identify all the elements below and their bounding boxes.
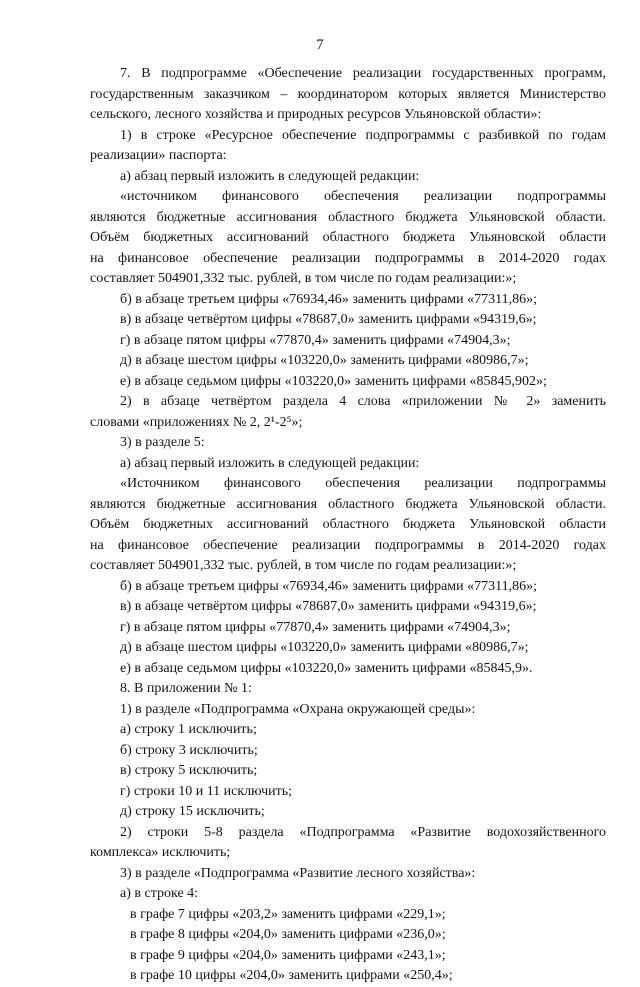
text-line: 1) в строке «Ресурсное обеспечение подпрограммы с разбивкой по годам — [120, 127, 606, 143]
text-line: Объём бюджетных ассигнований областного бюджета Ульяновской области — [90, 230, 606, 245]
text-line: «источником финансового обеспечения реализации подпрограммы — [120, 189, 606, 204]
text-line: д) строку 15 исключить; — [120, 804, 265, 819]
text-line: в) в абзаце четвёртом цифры «78687,0» заменить цифрами «94319,6»; — [120, 599, 537, 614]
text-line: е) в абзаце седьмом цифры «103220,0» заменить цифрами «85845,9». — [120, 660, 533, 676]
text-line: д) в абзаце шестом цифры «103220,0» заменить цифрами «80986,7»; — [120, 353, 529, 368]
text-line: на финансовое обеспечение реализации подпрограммы в 2014-2020 годах — [90, 537, 606, 553]
text-line: а) абзац первый изложить в следующей редакции: — [120, 168, 420, 184]
text-line: являются бюджетные ассигнования областного бюджета Ульяновской области. — [90, 209, 606, 225]
text-line: в) строку 5 исключить; — [120, 763, 258, 778]
text-line: комплекса» исключить; — [90, 845, 231, 860]
text-line: г) строки 10 и 11 исключить; — [120, 783, 293, 799]
text-line: словами «приложениях № 2, 2¹-2⁵»; — [90, 414, 303, 430]
text-line: б) в абзаце третьем цифры «76934,46» заменить цифрами «77311,86»; — [120, 291, 538, 307]
text-line: г) в абзаце пятом цифры «77870,4» заменить цифрами «74904,3»; — [120, 619, 511, 635]
text-line: а) абзац первый изложить в следующей редакции: — [120, 455, 420, 471]
text-line: составляет 504901,332 тыс. рублей, в том числе по годам реализации:»; — [90, 558, 517, 573]
text-line: б) в абзаце третьем цифры «76934,46» заменить цифрами «77311,86»; — [120, 578, 538, 594]
text-line: б) строку 3 исключить; — [120, 742, 258, 758]
text-line: 3) в разделе «Подпрограмма «Развитие лесного хозяйства»: — [120, 865, 476, 881]
text-line: в графе 8 цифры «204,0» заменить цифрами «236,0»; — [130, 927, 446, 942]
text-line: сельского, лесного хозяйства и природных ресурсов Ульяновской области»: — [90, 107, 542, 122]
text-line: в графе 10 цифры «204,0» заменить цифрами «250,4»; — [130, 968, 453, 983]
text-line: г) в абзаце пятом цифры «77870,4» заменить цифрами «74904,3»; — [120, 332, 511, 348]
text-line: е) в абзаце седьмом цифры «103220,0» заменить цифрами «85845,902»; — [120, 373, 547, 389]
text-line: 7. В подпрограмме «Обеспечение реализации государственных программ, — [120, 66, 606, 81]
text-line: являются бюджетные ассигнования областного бюджета Ульяновской области. — [90, 496, 606, 512]
text-line: в графе 7 цифры «203,2» заменить цифрами «229,1»; — [130, 906, 446, 922]
text-line: а) в строке 4: — [120, 886, 199, 901]
text-line: д) в абзаце шестом цифры «103220,0» заменить цифрами «80986,7»; — [120, 640, 529, 655]
text-line: на финансовое обеспечение реализации подпрограммы в 2014-2020 годах — [90, 250, 606, 266]
text-line: «Источником финансового обеспечения реализации подпрограммы — [120, 476, 606, 491]
text-line: 8. В приложении № 1: — [120, 681, 252, 696]
text-line: 2) в абзаце четвёртом раздела 4 слова «приложении № 2» заменить — [120, 394, 606, 409]
text-line: 1) в разделе «Подпрограмма «Охрана окружающей среды»: — [120, 701, 476, 717]
text-line: составляет 504901,332 тыс. рублей, в том числе по годам реализации:»; — [90, 271, 517, 286]
text-line: государственным заказчиком – координатором которых является Министерство — [90, 86, 606, 102]
text-line: а) строку 1 исключить; — [120, 722, 257, 737]
text-line: в) в абзаце четвёртом цифры «78687,0» заменить цифрами «94319,6»; — [120, 312, 537, 327]
text-line: 2) строки 5-8 раздела «Подпрограмма «Развитие водохозяйственного — [120, 824, 606, 840]
text-line: в графе 9 цифры «204,0» заменить цифрами «243,1»; — [130, 947, 446, 963]
document-body — [90, 64, 606, 987]
text-line: реализации» паспорта: — [90, 148, 227, 163]
page-number: 7 — [316, 37, 324, 53]
text-line: Объём бюджетных ассигнований областного бюджета Ульяновской области — [90, 517, 606, 532]
text-line: 3) в разделе 5: — [120, 435, 205, 450]
